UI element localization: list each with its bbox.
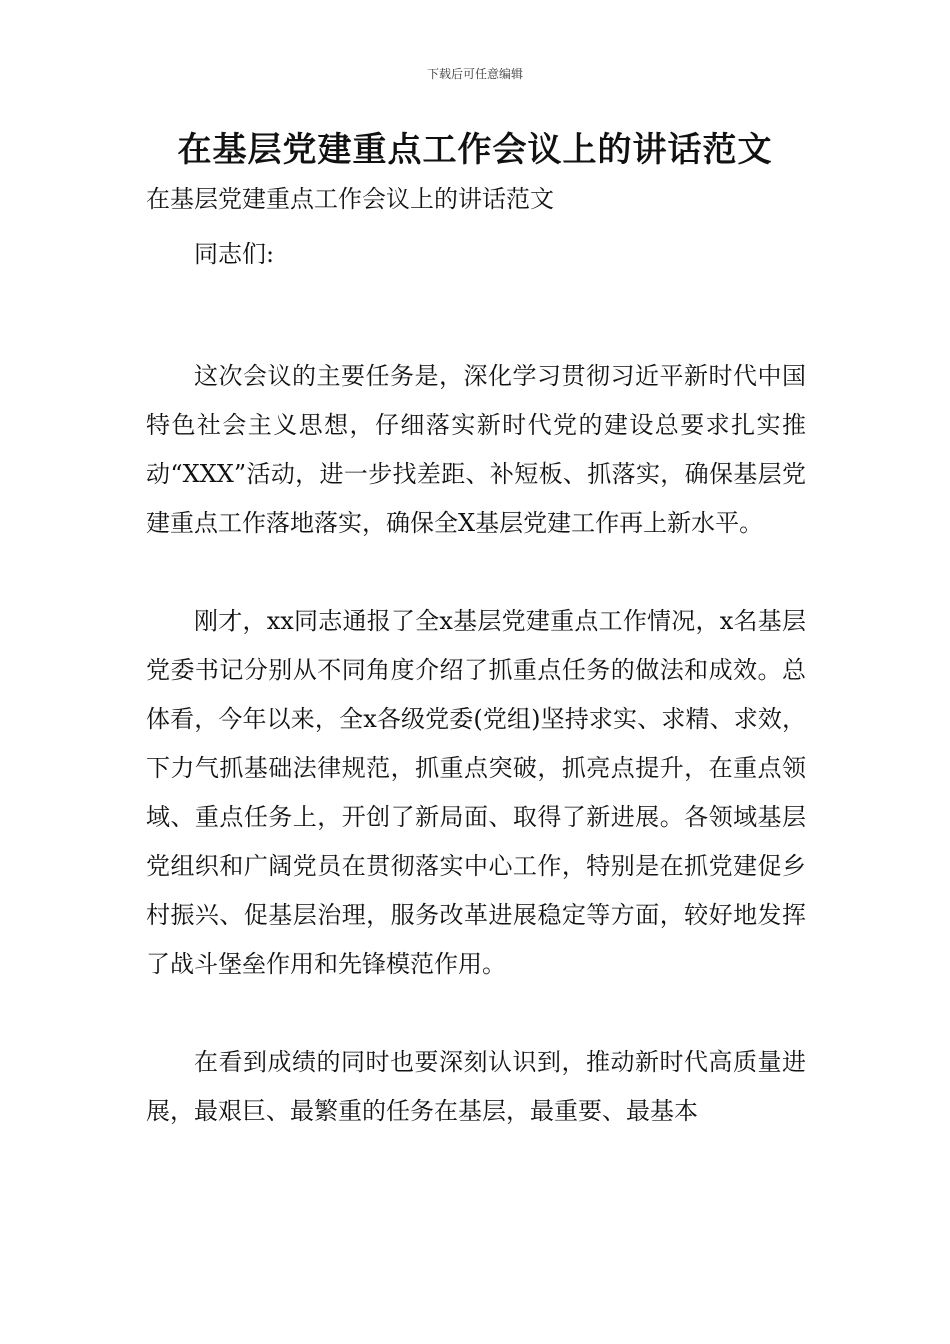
paragraph-spacer bbox=[146, 548, 806, 597]
paragraph-spacer bbox=[146, 279, 806, 328]
salutation: 同志们: bbox=[194, 240, 275, 268]
body-paragraph: 这次会议的主要任务是，深化学习贯彻习近平新时代中国特色社会主义思想，仔细落实新时代党的建设总要求扎实推动“XXX”活动，进一步找差距、补短板、抓落实，确保基层党建重点工作落地落实，确保全X基层党建工作再上新水平。 bbox=[146, 362, 806, 537]
header-note: 下载后可任意编辑 bbox=[426, 67, 523, 81]
body-paragraph: 在看到成绩的同时也要深刻认识到，推动新时代高质量进展，最艰巨、最繁重的任务在基层，最重要、最基本 bbox=[146, 1048, 806, 1125]
paragraph-spacer bbox=[146, 328, 806, 352]
document-body bbox=[146, 230, 806, 1136]
body-paragraph: 刚才，xx同志通报了全x基层党建重点工作情况，x名基层党委书记分别从不同角度介绍了抓重点任务的做法和成效。总体看，今年以来，全x各级党委(党组)坚持求实、求精、求效，下力气抓基础法律规范，抓重点突破，抓亮点提升，在重点领域、重点任务上，开创了新局面、取得了新进展。各领域基层党组织和广阔党员在贯彻落实中心工作，特别是在抓党建促乡村振兴、促基层治理，服务改革进展稳定等方面，较好地发挥了战斗堡垒作用和先锋模范作用。 bbox=[146, 607, 806, 978]
document-subtitle: 在基层党建重点工作会议上的讲话范文 bbox=[146, 185, 554, 213]
document-title: 在基层党建重点工作会议上的讲话范文 bbox=[177, 130, 773, 170]
paragraph-spacer bbox=[146, 989, 806, 1038]
